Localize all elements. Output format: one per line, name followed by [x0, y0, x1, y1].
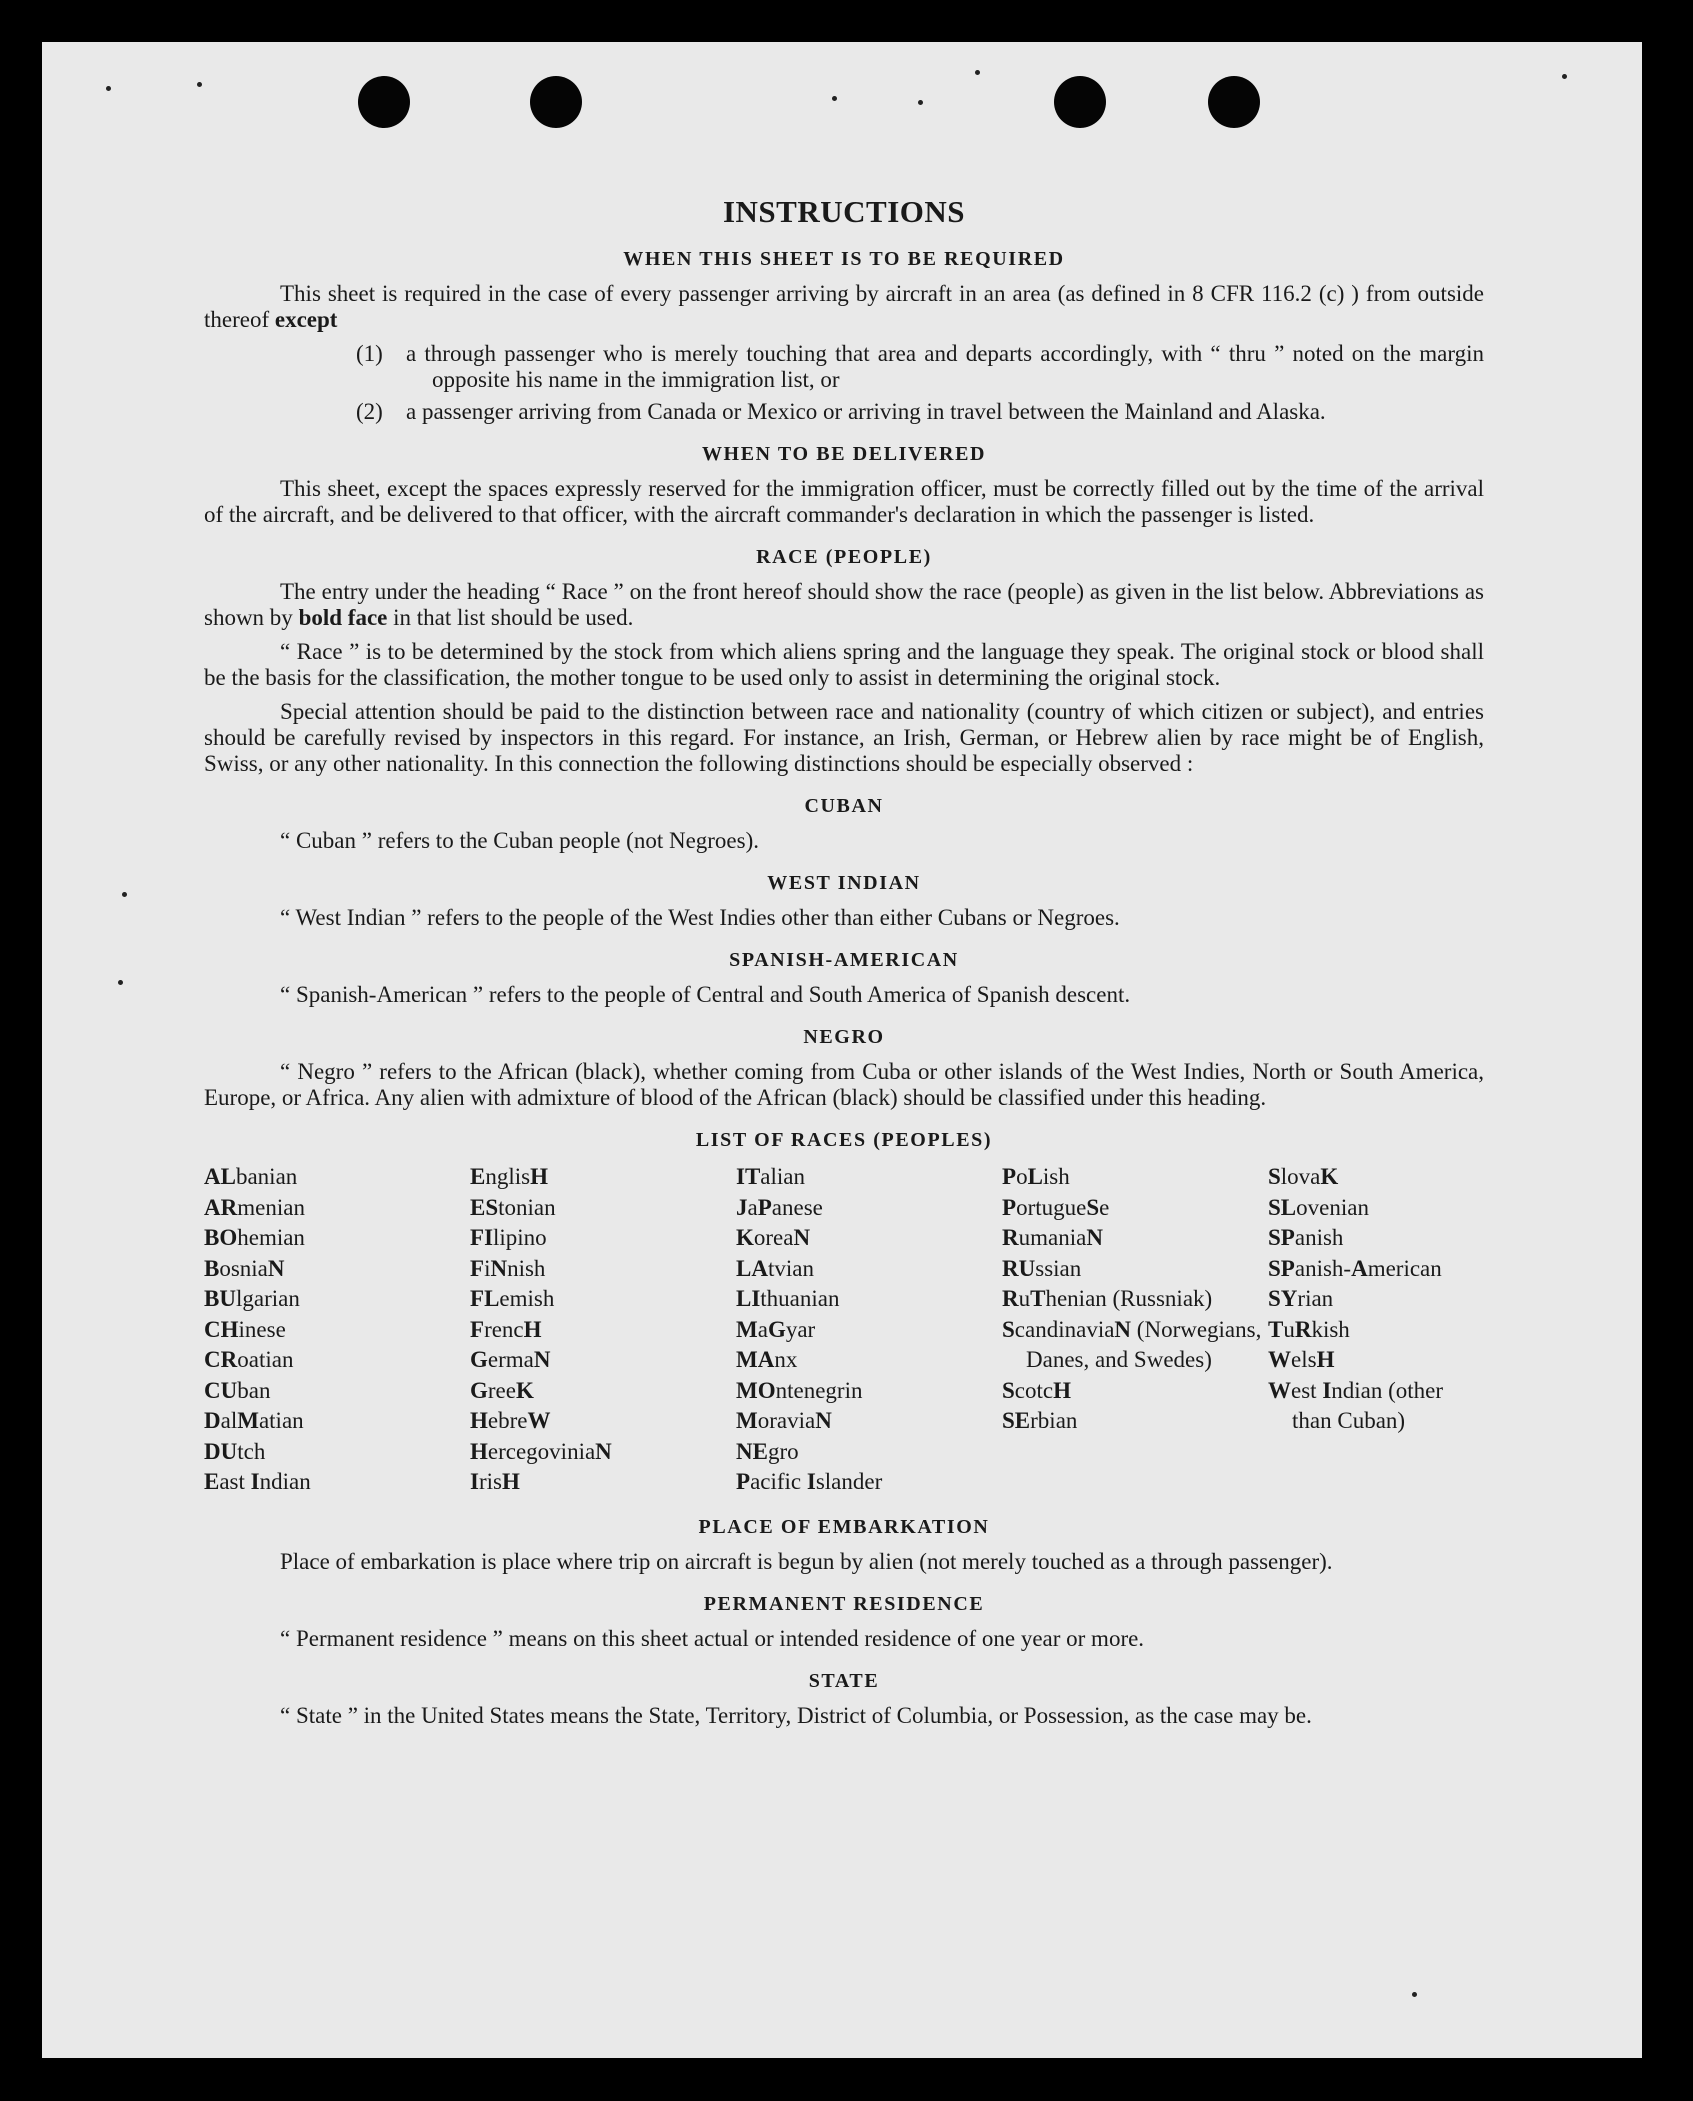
race-item: SYrian	[1268, 1286, 1334, 1311]
race-item: CHinese	[204, 1316, 286, 1342]
west-indian-text: “ West Indian ” refers to the people of the West Indies other than either Cubans or Negroes.	[280, 905, 1120, 930]
race-item: SPanish-American	[1268, 1255, 1442, 1281]
section-heading-embarkation: PLACE OF EMBARKATION	[698, 1515, 990, 1538]
race-list	[204, 1162, 1484, 1498]
race-item: EnglisH	[470, 1164, 548, 1189]
negro-text: “ Negro ” refers to the African (black), whether coming from Cuba or other islands of the West Indies, North or South America, Europe, or Africa. Any alien with admixture of blood of the African (black) should be classified under this heading.	[204, 1059, 1484, 1110]
race-item: ALbanian	[204, 1164, 298, 1189]
speck	[975, 70, 980, 75]
document-sheet	[42, 42, 1642, 2058]
race-item: FIlipino	[470, 1225, 547, 1250]
race-item: IrisH	[470, 1469, 520, 1494]
required-intro: This sheet is required in the case of every passenger arriving by aircraft in an area (as defined in 8 CFR 116.2 (c) ) from outside thereof except	[204, 281, 1484, 332]
punch-hole	[530, 76, 582, 128]
section-heading-negro: NEGRO	[803, 1026, 885, 1048]
race-item: SErbian	[1002, 1408, 1078, 1433]
race-item: FiNnish	[470, 1255, 546, 1281]
section-heading-delivered: WHEN TO BE DELIVERED	[701, 443, 987, 465]
section-heading-west-indian: WEST INDIAN	[767, 872, 921, 894]
race-item: NEgro	[736, 1438, 799, 1464]
race-item: KoreaN	[736, 1225, 811, 1250]
race-item: GreeK	[470, 1377, 534, 1403]
race-column	[1002, 1162, 1268, 1498]
delivered-text: This sheet, except the spaces expressly reserved for the immigration officer, must be correctly filled out by the time of the arrival of the aircraft, and be delivered to that officer, with the aircraft commander's declaration in which the passenger is listed.	[204, 476, 1484, 527]
race-item: LIthuanian	[736, 1286, 840, 1311]
race-item: PortugueSe	[1002, 1194, 1110, 1220]
race-column	[1268, 1162, 1484, 1498]
race-item: TuRkish	[1268, 1316, 1350, 1342]
race-item: HercegoviniaN	[470, 1438, 612, 1464]
race-item: WelsH	[1268, 1347, 1335, 1372]
race-item: MoraviaN	[736, 1408, 832, 1433]
race-item: GermaN	[470, 1347, 551, 1372]
race-item: JaPanese	[736, 1194, 823, 1220]
race-item: LAtvian	[736, 1255, 814, 1281]
race-item: RuThenian (Russniak)	[1002, 1286, 1213, 1311]
speck	[1412, 1992, 1417, 1997]
race-item: ScandinaviaN (Norwegians, Danes, and Swedes)	[1002, 1316, 1262, 1372]
race-item: SPanish	[1268, 1225, 1344, 1250]
exception-item-1: (1) a through passenger who is merely touching that area and departs accordingly, with “ thru ” noted on the margin opposite his name in the immigration list, or	[356, 341, 1484, 392]
embarkation-text: Place of embarkation is place where trip on aircraft is begun by alien (not merely touched as a through passenger).	[280, 1548, 1333, 1574]
speck	[118, 980, 123, 985]
section-heading-state: STATE	[808, 1669, 880, 1692]
speck	[106, 86, 111, 91]
section-heading-list-of-races: LIST OF RACES (PEOPLES)	[695, 1129, 993, 1151]
document-content	[204, 154, 1484, 1737]
race-column	[736, 1162, 1002, 1498]
race-item: BOhemian	[204, 1225, 305, 1250]
race-item: SlovaK	[1268, 1164, 1339, 1189]
document-title: INSTRUCTIONS	[722, 194, 965, 229]
race-item: FLemish	[470, 1286, 555, 1311]
race-paragraph-2: “ Race ” is to be determined by the stock from which aliens spring and the language they speak. The original stock or blood shall be the basis for the classification, the mother tongue to be used only to assist in determining the original stock.	[204, 639, 1484, 690]
section-heading-spanish-american: SPANISH-AMERICAN	[729, 949, 959, 971]
race-item: PoLish	[1002, 1164, 1070, 1189]
race-paragraph-1: The entry under the heading “ Race ” on the front hereof should show the race (people) as given in the list below. Abbreviations as shown by bold face in that list should be used.	[204, 579, 1484, 630]
race-item: DalMatian	[204, 1408, 304, 1433]
race-item: ScotcH	[1002, 1377, 1071, 1403]
speck	[1562, 74, 1567, 79]
race-paragraph-3: Special attention should be paid to the distinction between race and nationality (country of which citizen or subject), and entries should be carefully revised by inspectors in this regard. For instance, an Irish, German, or Hebrew alien by race might be of English, Swiss, or any other nationality. In this connection the following distinctions should be especially observed :	[204, 699, 1484, 776]
race-item: EStonian	[470, 1194, 556, 1220]
race-item: FrencH	[470, 1316, 542, 1342]
residence-text: “ Permanent residence ” means on this sheet actual or intended residence of one year or more.	[280, 1625, 1145, 1651]
state-text: “ State ” in the United States means the State, Territory, District of Columbia, or Possession, as the case may be.	[280, 1702, 1312, 1728]
race-item: DUtch	[204, 1438, 266, 1464]
race-item: MaGyar	[736, 1316, 816, 1342]
spanish-american-text: “ Spanish-American ” refers to the people of Central and South America of Spanish descent.	[280, 982, 1131, 1007]
race-item: MAnx	[736, 1347, 798, 1372]
race-item: RumaniaN	[1002, 1225, 1103, 1250]
speck	[197, 82, 202, 87]
race-item: East Indian	[204, 1469, 311, 1494]
section-heading-race: RACE (PEOPLE)	[756, 546, 932, 568]
section-heading-required: WHEN THIS SHEET IS TO BE REQUIRED	[623, 248, 1065, 270]
section-heading-cuban: CUBAN	[804, 795, 884, 817]
punch-hole	[1054, 76, 1106, 128]
section-heading-residence: PERMANENT RESIDENCE	[703, 1592, 985, 1615]
punch-hole	[1208, 76, 1260, 128]
speck	[122, 892, 127, 897]
race-item: RUssian	[1002, 1255, 1082, 1281]
race-item: ITalian	[736, 1164, 805, 1189]
cuban-text: “ Cuban ” refers to the Cuban people (not Negroes).	[280, 828, 760, 853]
exception-item-2: (2) a passenger arriving from Canada or Mexico or arriving in travel between the Mainland and Alaska.	[356, 399, 1326, 424]
race-item: ARmenian	[204, 1194, 305, 1220]
speck	[832, 96, 837, 101]
race-item: CUban	[204, 1377, 271, 1403]
race-item: BosniaN	[204, 1255, 285, 1281]
race-column	[204, 1162, 470, 1498]
race-item: West Indian (other than Cuban)	[1268, 1377, 1444, 1433]
race-item: CRoatian	[204, 1347, 294, 1372]
race-item: SLovenian	[1268, 1194, 1369, 1220]
punch-hole	[358, 76, 410, 128]
race-item: HebreW	[470, 1408, 551, 1433]
race-item: MOntenegrin	[736, 1377, 863, 1403]
race-item: Pacific Islander	[736, 1469, 883, 1494]
race-item: BUlgarian	[204, 1286, 300, 1311]
race-column	[470, 1162, 736, 1498]
speck	[918, 100, 923, 105]
